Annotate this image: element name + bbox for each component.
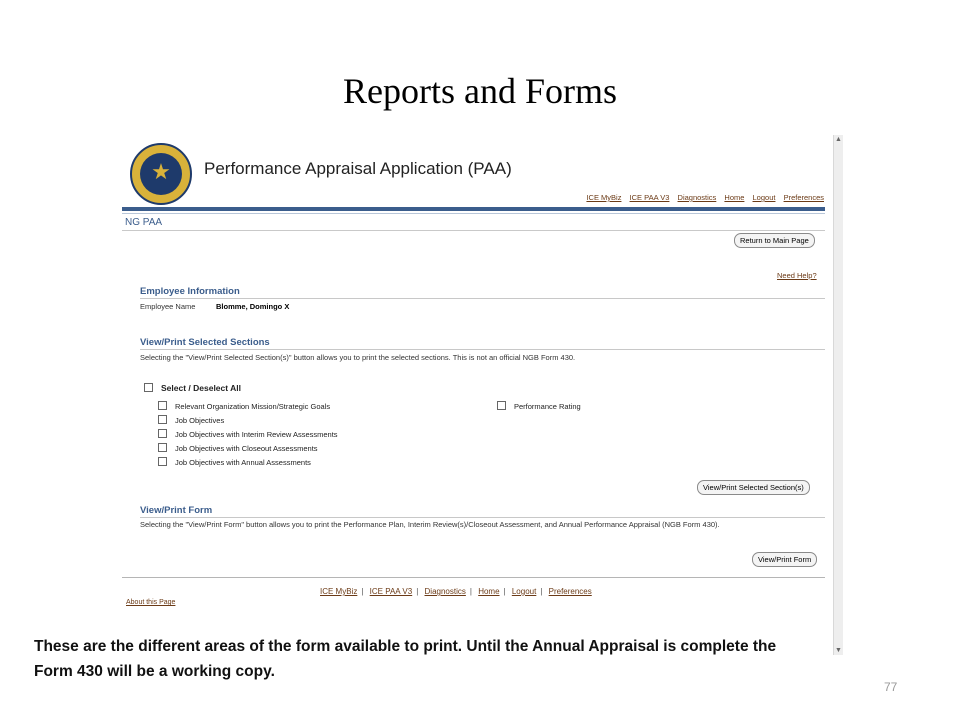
footer-separator: | [503, 587, 506, 596]
section-option-checkbox[interactable] [497, 401, 506, 410]
section-option-checkbox[interactable] [158, 415, 167, 424]
footer-link-logout[interactable]: Logout [511, 587, 537, 596]
footer-link-ice-mybiz[interactable]: ICE MyBiz [320, 587, 358, 596]
section-option-checkbox[interactable] [158, 401, 167, 410]
section-option-label: Performance Rating [514, 402, 581, 411]
footer-links [320, 587, 592, 596]
footer-separator: | [361, 587, 364, 596]
section-option[interactable] [158, 443, 318, 453]
top-link-ice-mybiz[interactable]: ICE MyBiz [586, 193, 622, 202]
return-to-main-button[interactable]: Return to Main Page [734, 233, 815, 248]
header-rule [122, 207, 825, 211]
select-all-label: Select / Deselect All [161, 383, 242, 393]
app-title: Performance Appraisal Application (PAA) [204, 159, 512, 178]
sections-heading: View/Print Selected Sections [140, 337, 270, 348]
scroll-down-icon[interactable]: ▼ [835, 647, 842, 654]
header-subrule [122, 213, 825, 214]
top-link-preferences[interactable]: Preferences [783, 193, 824, 202]
section-option[interactable] [158, 401, 330, 411]
top-nav-links [580, 193, 824, 202]
slide-caption: These are the different areas of the form available to print. Until the Annual Appraisal is complete the Form 430 will be a working copy. [34, 638, 777, 680]
footer-link-diagnostics[interactable]: Diagnostics [424, 587, 466, 596]
section-option[interactable] [158, 429, 338, 439]
employee-info-rule [140, 298, 825, 299]
employee-name-label: Employee Name [140, 302, 196, 311]
sections-description: Selecting the "View/Print Selected Section(s)" button allows you to print the selected sections. This is not an official NGB Form 430. [140, 353, 576, 362]
form-description: Selecting the "View/Print Form" button allows you to print the Performance Plan, Interim Review(s)/Closeout Assessment, and Annual Performance Appraisal (NGB Form 430). [140, 520, 720, 529]
section-option-checkbox[interactable] [158, 457, 167, 466]
eagle-icon: ★ [151, 159, 171, 184]
breadcrumb: NG PAA [125, 217, 163, 228]
section-option[interactable] [158, 415, 224, 425]
section-option-label: Job Objectives with Interim Review Assessments [175, 430, 338, 439]
footer-separator: | [469, 587, 472, 596]
vertical-scrollbar[interactable] [833, 135, 843, 655]
footer-link-ice-paa-v3[interactable]: ICE PAA V3 [369, 587, 413, 596]
footer-link-home[interactable]: Home [478, 587, 500, 596]
section-option-label: Job Objectives with Annual Assessments [175, 458, 311, 467]
need-help-link[interactable]: Need Help? [777, 271, 817, 280]
footer-link-preferences[interactable]: Preferences [548, 587, 592, 596]
footer-rule [122, 577, 825, 578]
app-screenshot [122, 135, 842, 655]
breadcrumb-rule [122, 230, 825, 231]
view-print-form-button[interactable]: View/Print Form [752, 552, 817, 567]
about-this-page-link[interactable]: About this Page [126, 599, 176, 606]
sections-rule [140, 349, 825, 350]
logo-inner-seal [140, 153, 182, 195]
form-rule [140, 517, 825, 518]
form-heading: View/Print Form [140, 505, 213, 516]
slide-title: Reports and Forms [343, 71, 617, 111]
page-number: 77 [884, 680, 898, 694]
top-link-home[interactable]: Home [724, 193, 745, 202]
select-all-checkbox[interactable] [144, 383, 153, 392]
select-all-row[interactable] [144, 383, 241, 393]
section-option-label: Job Objectives [175, 416, 225, 425]
top-link-diagnostics[interactable]: Diagnostics [677, 193, 717, 202]
section-option-checkbox[interactable] [158, 443, 167, 452]
footer-separator: | [540, 587, 543, 596]
section-option-label: Job Objectives with Closeout Assessments [175, 444, 318, 453]
section-option[interactable] [158, 457, 311, 467]
footer-separator: | [416, 587, 419, 596]
section-option-checkbox[interactable] [158, 429, 167, 438]
section-option[interactable] [497, 401, 581, 411]
top-link-ice-paa-v3[interactable]: ICE PAA V3 [629, 193, 670, 202]
section-option-label: Relevant Organization Mission/Strategic Goals [175, 402, 331, 411]
national-guard-bureau-logo [130, 143, 192, 205]
employee-info-heading: Employee Information [140, 286, 240, 297]
scroll-up-icon[interactable]: ▲ [835, 136, 842, 143]
top-link-logout[interactable]: Logout [752, 193, 776, 202]
view-print-selected-button[interactable]: View/Print Selected Section(s) [697, 480, 810, 495]
employee-name-value: Blomme, Domingo X [216, 302, 290, 311]
